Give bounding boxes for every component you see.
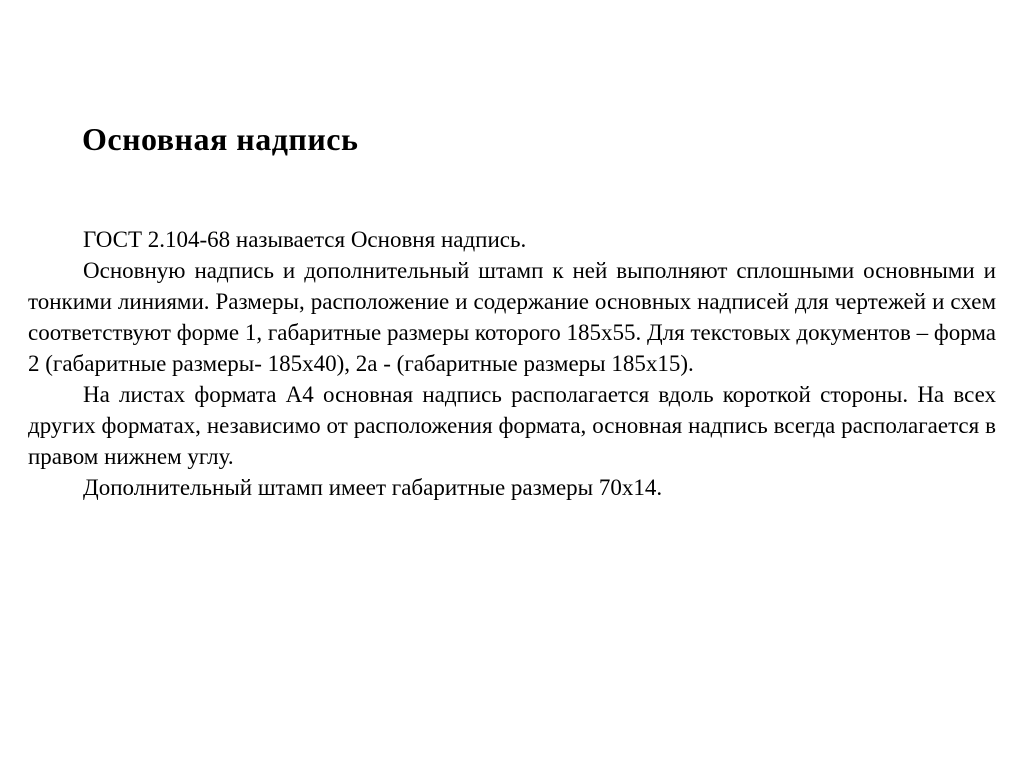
slide-body-text — [28, 224, 996, 503]
paragraph-extra-stamp-size: Дополнительный штамп имеет габаритные размеры 70х14. — [83, 475, 663, 500]
paragraph-a4-placement: На листах формата А4 основная надпись располагается вдоль короткой стороны. На всех других форматах, независимо от расположения формата, основная надпись всегда располагается в правом нижнем углу. — [28, 382, 996, 469]
paragraph-gost-definition: ГОСТ 2.104-68 называется Основня надпись. — [83, 227, 527, 252]
paragraph-lines-and-sizes: Основную надпись и дополнительный штамп к ней выполняют сплошными основными и тонкими линиями. Размеры, расположение и содержание основных надписей для чертежей и схем соответствуют форме 1, габаритные размеры которого 185х55. Для текстовых документов – форма 2 (габаритные размеры- 185х40), 2а - (габаритные размеры 185х15). — [28, 258, 996, 376]
slide-title: Основная надпись — [82, 121, 359, 158]
